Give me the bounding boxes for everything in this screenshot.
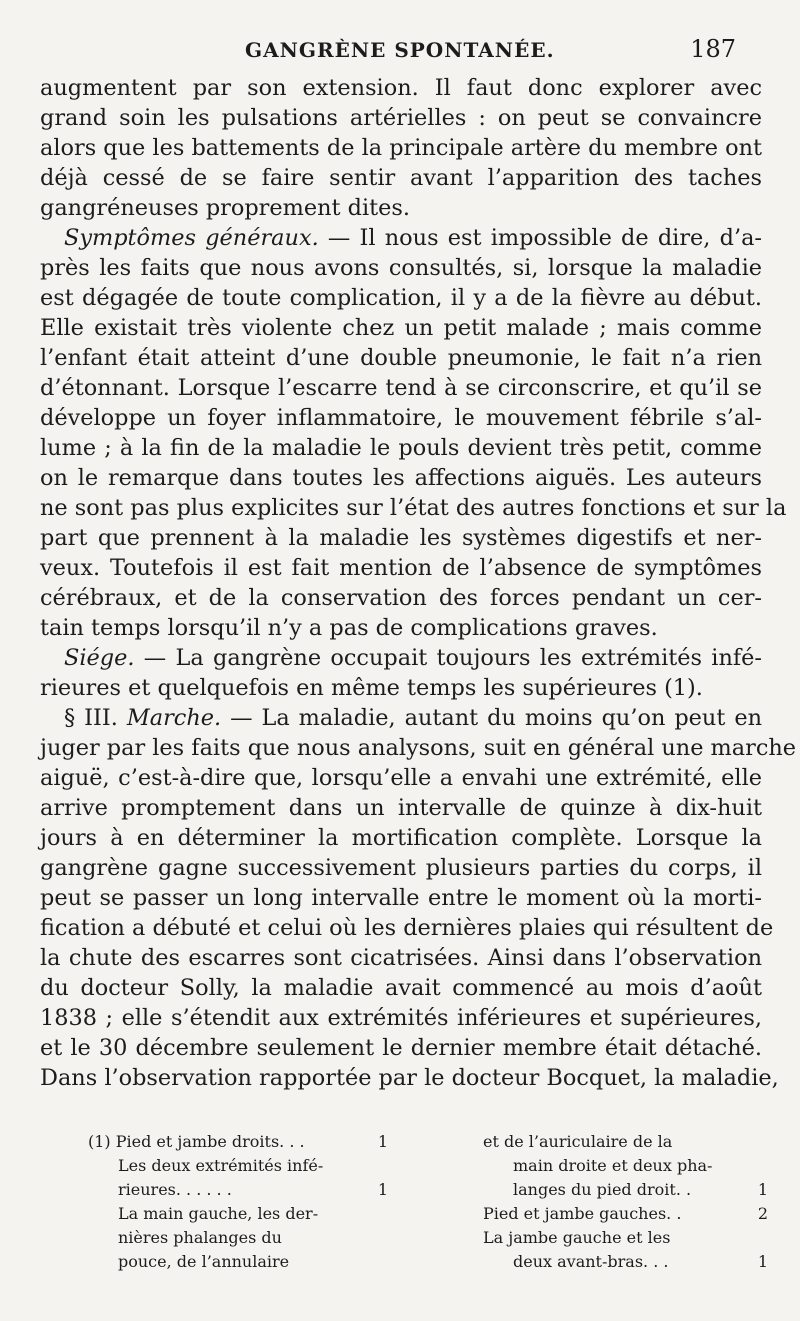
line-text: peut se passer un long intervalle entre le moment où la morti- [40,885,762,911]
footnote-count: 1 [757,1252,768,1271]
line-text: 1838 ; elle s’étendit aux extrémités inférieures et supérieures, [40,1005,762,1031]
text-line [40,193,762,223]
text-line [40,583,762,613]
text-line [40,1003,762,1033]
text-line [40,1063,779,1093]
line-text: jours à en déterminer la mortification complète. Lorsque la [40,825,762,851]
footnote-column-left [88,1130,388,1274]
text-line [40,373,762,403]
footnote-text: La main gauche, les der- [118,1204,319,1223]
line-text: aiguë, c’est-à-dire que, lorsqu’elle a envahi une extrémité, elle [40,765,762,791]
footnote-line [483,1226,768,1250]
text-line [40,433,762,463]
line-text: gangréneuses proprement dites. [40,195,411,221]
footnote-line [483,1154,768,1178]
text-line [40,883,762,913]
text-line [40,253,762,283]
text-line [40,673,762,703]
footnote-text: nières phalanges du [118,1228,282,1247]
footnote-text: et de l’auriculaire de la [483,1132,673,1151]
section-heading: Symptômes généraux. [64,225,319,251]
line-text: grand soin les pulsations artérielles : on peut se convaincre [40,105,762,131]
text-line [40,283,762,313]
line-text: Dans l’observation rapportée par le docteur Bocquet, la maladie, [40,1065,779,1091]
line-text: rieures et quelquefois en même temps les supérieures (1). [40,675,703,701]
footnote-text: Pied et jambe gauches. . [483,1204,682,1223]
line-text: juger par les faits que nous analysons, suit en général une marche [40,735,797,761]
line-text: § III. [64,705,127,731]
text-line [40,733,797,763]
line-text: déjà cessé de se faire sentir avant l’apparition des taches [40,165,762,191]
footnote-count: 2 [757,1204,768,1223]
line-text: — La gangrène occupait toujours les extrémités infé- [134,645,762,671]
section-heading: Marche. [126,705,222,731]
running-title: GANGRÈNE SPONTANÉE. [245,38,555,62]
footnote-text: La jambe gauche et les [483,1228,671,1247]
footnote-line [88,1154,388,1178]
footnote-line [88,1178,388,1202]
footnote-text: main droite et deux pha- [513,1156,713,1175]
line-text: fication a débuté et celui où les dernières plaies qui résultent de [40,915,774,941]
line-text: cérébraux, et de la conservation des forces pendant un cer- [40,585,762,611]
line-text: du docteur Solly, la maladie avait commencé au mois d’août [40,975,762,1001]
footnote-text: (1) Pied et jambe droits. . . [88,1132,305,1151]
text-line [40,223,762,253]
footnote-line [483,1250,768,1274]
footnote-column-right [483,1130,768,1274]
line-text: est dégagée de toute complication, il y a de la fièvre au début. [40,285,762,311]
text-line [40,643,762,673]
footnote-line [88,1226,388,1250]
line-text: gangrène gagne successivement plusieurs parties du corps, il [40,855,762,881]
footnote-count: 1 [377,1180,388,1199]
text-line [40,913,774,943]
text-line [40,553,762,583]
text-line [40,103,762,133]
footnote-text: rieures. . . . . . [118,1180,232,1199]
footnote-count: 1 [377,1132,388,1151]
text-line [40,313,762,343]
text-line [40,793,762,823]
line-text: l’enfant était atteint d’une double pneumonie, le fait n’a rien [40,345,762,371]
footnote-text: pouce, de l’annulaire [118,1252,290,1271]
footnote-text: langes du pied droit. . [513,1180,692,1199]
text-line [40,703,762,733]
body-text [40,73,797,1093]
line-text: ne sont pas plus explicites sur l’état des autres fonctions et sur la [40,495,787,521]
footnote-block [88,1130,768,1290]
text-line [40,943,762,973]
text-line [40,523,762,553]
footnote-line [88,1202,388,1226]
text-line [40,73,762,103]
footnote-line [483,1178,768,1202]
footnote-count: 1 [757,1180,768,1199]
line-text: — Il nous est impossible de dire, d’a- [318,225,762,251]
line-text: la chute des escarres sont cicatrisées. Ainsi dans l’observation [40,945,762,971]
text-line [40,823,762,853]
footnote-line [483,1202,768,1226]
line-text: alors que les battements de la principale artère du membre ont [40,135,762,161]
line-text: augmentent par son extension. Il faut donc explorer avec [40,75,762,101]
text-line [40,133,762,163]
line-text: lume ; à la fin de la maladie le pouls devient très petit, comme [40,435,762,461]
footnote-text: Les deux extrémités infé- [118,1156,324,1175]
text-line [40,853,762,883]
text-line [40,973,762,1003]
line-text: part que prennent à la maladie les systèmes digestifs et ner- [40,525,762,551]
footnote-line [483,1130,768,1154]
line-text: arrive promptement dans un intervalle de quinze à dix-huit [40,795,762,821]
line-text: — La maladie, autant du moins qu’on peut en [221,705,762,731]
text-line [40,613,762,643]
section-heading: Siége. [64,645,135,671]
line-text: tain temps lorsqu’il n’y a pas de complications graves. [40,615,658,641]
line-text: et le 30 décembre seulement le dernier membre était détaché. [40,1035,762,1061]
text-line [40,343,762,373]
line-text: veux. Toutefois il est fait mention de l’absence de symptômes [40,555,762,581]
text-line [40,163,762,193]
footnote-text: deux avant-bras. . . [513,1252,669,1271]
footnote-line [88,1250,388,1274]
text-line [40,763,762,793]
text-line [40,403,762,433]
text-line [40,1033,762,1063]
page-header [40,35,740,68]
line-text: développe un foyer inflammatoire, le mouvement fébrile s’al- [40,405,762,431]
text-line [40,463,762,493]
line-text: d’étonnant. Lorsque l’escarre tend à se circonscrire, et qu’il se [40,375,762,401]
footnote-line [88,1130,388,1154]
line-text: on le remarque dans toutes les affections aiguës. Les auteurs [40,465,762,491]
text-line [40,493,787,523]
page-number: 187 [690,35,736,63]
line-text: Elle existait très violente chez un petit malade ; mais comme [40,315,762,341]
line-text: près les faits que nous avons consultés, si, lorsque la maladie [40,255,762,281]
